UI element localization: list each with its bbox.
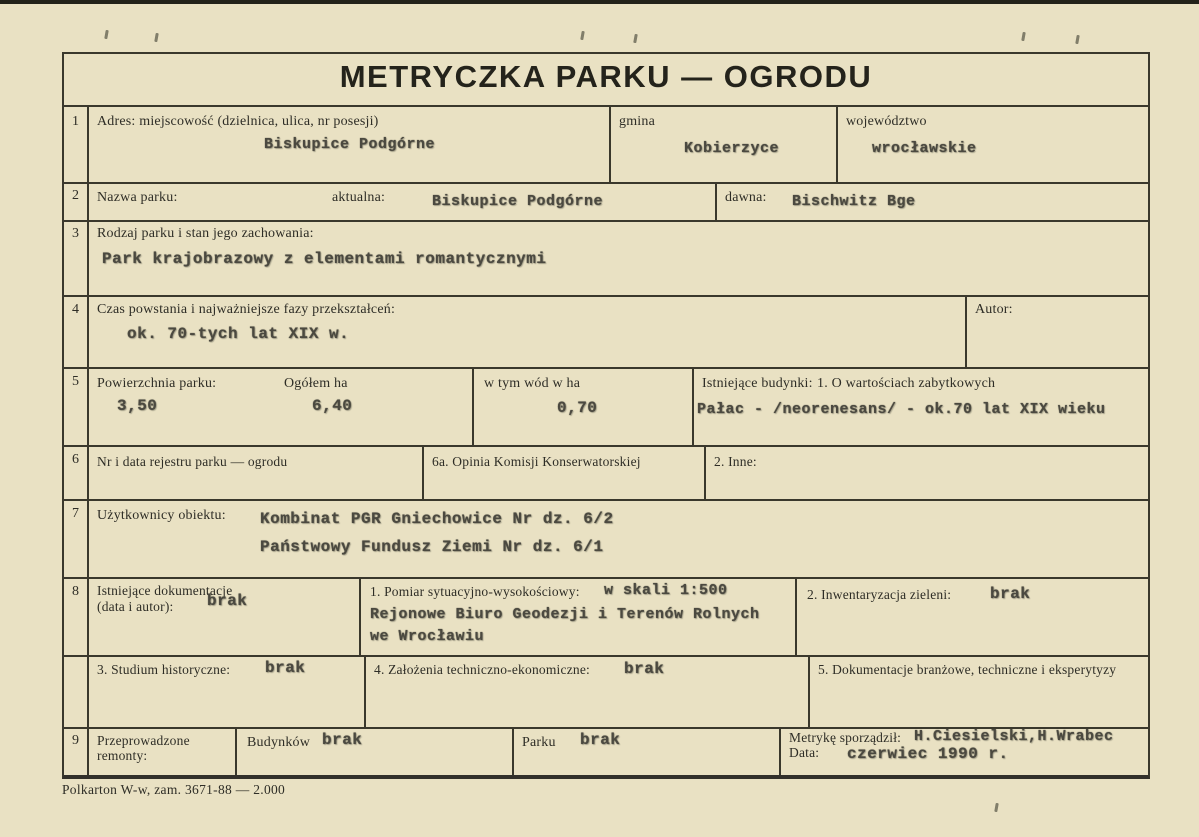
field-ogolem-label: Ogółem ha — [284, 376, 348, 391]
divider-v — [87, 105, 89, 775]
field-pomiar-value-3: we Wrocławiu — [370, 628, 485, 645]
row-number: 5 — [72, 374, 79, 389]
print-info: Polkarton W-w, zam. 3671-88 — 2.000 — [62, 782, 286, 797]
field-metryka-label: Metrykę sporządził: — [789, 730, 902, 745]
divider-v — [704, 445, 706, 499]
field-gmina-label: gmina — [619, 114, 655, 129]
field-rodzaj-value: Park krajobrazowy z elementami romantycznymi — [102, 250, 547, 268]
scan-speck — [1021, 32, 1026, 41]
row-number: 7 — [72, 506, 79, 521]
scan-speck — [994, 803, 999, 812]
field-budynki-value: Pałac - /neorenesans/ - ok.70 lat XIX wieku — [697, 401, 1106, 418]
field-inwentaryzacja-label: 2. Inwentaryzacja zieleni: — [807, 587, 952, 602]
field-dawna-value: Bischwitz Bge — [792, 193, 916, 210]
divider-h — [64, 445, 1148, 447]
field-adres-value: Biskupice Podgórne — [264, 136, 436, 153]
divider-v — [512, 727, 514, 775]
row-number: 6 — [72, 452, 79, 467]
field-dawna-label: dawna: — [725, 190, 767, 205]
divider-v — [965, 295, 967, 367]
row-number: 9 — [72, 733, 79, 748]
row-number: 8 — [72, 584, 79, 599]
field-pomiar-value-1: w skali 1:500 — [604, 582, 728, 599]
field-pomiar-label: 1. Pomiar sytuacyjno-wysokościowy: — [370, 584, 580, 599]
scan-speck — [104, 30, 109, 39]
field-aktualna-label: aktualna: — [332, 190, 386, 205]
form-title: METRYCZKA PARKU — OGRODU — [339, 59, 873, 94]
field-czas-label: Czas powstania i najważniejsze fazy przekształceń: — [97, 302, 396, 317]
divider-h — [64, 220, 1148, 222]
divider-v — [359, 577, 361, 655]
field-pomiar-value-2: Rejonowe Biuro Geodezji i Terenów Rolnych — [370, 606, 760, 623]
divider-v — [715, 182, 717, 220]
divider-h — [64, 105, 1148, 107]
field-parku-label: Parku — [522, 735, 556, 750]
field-rejestr-label: Nr i data rejestru parku — ogrodu — [97, 454, 288, 469]
scan-speck — [154, 33, 159, 42]
divider-v — [836, 105, 838, 182]
field-uzytkownicy-value-1: Kombinat PGR Gniechowice Nr dz. 6/2 — [260, 510, 614, 528]
divider-v — [795, 577, 797, 655]
form-table — [62, 52, 1150, 779]
field-czas-value: ok. 70-tych lat XIX w. — [127, 325, 350, 343]
field-uzytkownicy-label: Użytkownicy obiektu: — [97, 508, 226, 523]
field-dokumentacje-value: brak — [207, 592, 248, 610]
divider-v — [422, 445, 424, 499]
field-remonty-label-1: Przeprowadzone — [97, 733, 190, 748]
field-inwentaryzacja-value: brak — [990, 585, 1031, 603]
scan-edge-artifact — [0, 0, 1199, 4]
field-powierzchnia-label: Powierzchnia parku: — [97, 376, 217, 391]
divider-v — [609, 105, 611, 182]
field-autor-label: Autor: — [975, 302, 1013, 317]
field-opinia-label: 6a. Opinia Komisji Konserwatorskiej — [432, 454, 641, 469]
field-wojewodztwo-value: wrocławskie — [872, 140, 977, 157]
field-ogolem-value: 6,40 — [312, 397, 353, 415]
field-budynki-zabytkowe-label: 1. O wartościach zabytkowych — [817, 376, 996, 391]
divider-h — [64, 367, 1148, 369]
divider-v — [692, 367, 694, 445]
field-dokumentacje-label-1: Istniejące dokumentacje — [97, 583, 233, 598]
field-budynki-label: Istniejące budynki: — [702, 376, 813, 391]
divider-h — [64, 295, 1148, 297]
field-zalozenia-value: brak — [624, 660, 665, 678]
field-wojewodztwo-label: województwo — [846, 114, 927, 129]
field-wod-label: w tym wód w ha — [484, 376, 581, 391]
field-nazwa-label: Nazwa parku: — [97, 190, 178, 205]
field-uzytkownicy-value-2: Państwowy Fundusz Ziemi Nr dz. 6/1 — [260, 538, 604, 556]
divider-v — [235, 727, 237, 775]
field-data-value: czerwiec 1990 r. — [847, 745, 1009, 763]
divider-v — [808, 655, 810, 727]
field-branzowe-label: 5. Dokumentacje branżowe, techniczne i eksperytyzy — [818, 662, 1117, 677]
field-dokumentacje-label-2: (data i autor): — [97, 599, 174, 614]
field-studium-value: brak — [265, 659, 306, 677]
divider-v — [364, 655, 366, 727]
field-remonty-label-2: remonty: — [97, 748, 148, 763]
scan-speck — [580, 31, 585, 40]
field-budynkow-value: brak — [322, 731, 363, 749]
row-number: 1 — [72, 114, 79, 129]
field-inne-label: 2. Inne: — [714, 454, 757, 469]
field-gmina-value: Kobierzyce — [684, 140, 780, 157]
field-wod-value: 0,70 — [557, 399, 598, 417]
field-zalozenia-label: 4. Założenia techniczno-ekonomiczne: — [374, 662, 590, 677]
field-rodzaj-label: Rodzaj parku i stan jego zachowania: — [97, 226, 314, 241]
field-parku-value: brak — [580, 731, 621, 749]
divider-v — [779, 727, 781, 775]
field-studium-label: 3. Studium historyczne: — [97, 662, 231, 677]
divider-h — [64, 655, 1148, 657]
divider-h — [64, 577, 1148, 579]
row-number: 4 — [72, 302, 79, 317]
field-aktualna-value: Biskupice Podgórne — [432, 193, 604, 210]
divider-h — [64, 499, 1148, 501]
field-data-label: Data: — [789, 745, 820, 760]
field-adres-label: Adres: miejscowość (dzielnica, ulica, nr posesji) — [97, 114, 379, 129]
row-number: 2 — [72, 188, 79, 203]
divider-h — [64, 182, 1148, 184]
field-metryka-value: H.Ciesielski,H.Wrabec — [914, 728, 1114, 745]
row-number: 3 — [72, 226, 79, 241]
divider-v — [472, 367, 474, 445]
field-powierzchnia-value: 3,50 — [117, 397, 158, 415]
scan-speck — [633, 34, 638, 43]
scan-speck — [1075, 35, 1080, 44]
field-budynkow-label: Budynków — [247, 735, 311, 750]
